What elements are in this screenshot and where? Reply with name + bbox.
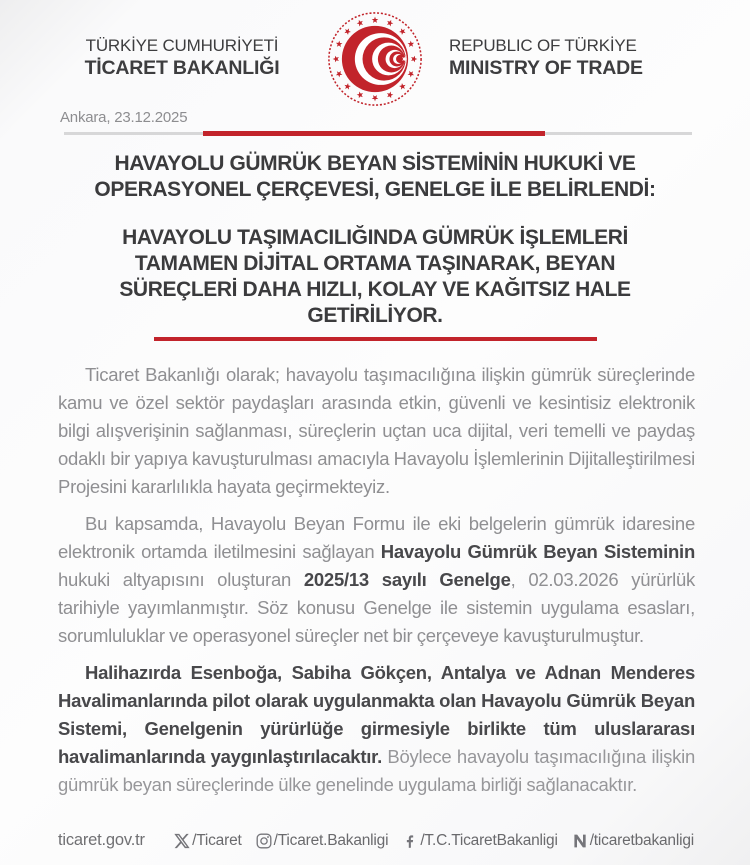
header-divider [64,132,692,135]
headline-primary [0,151,750,203]
org-tr-line2: TİCARET BAKANLIĞI [84,56,280,79]
org-name-english [449,36,687,81]
headline-secondary-line: GETİRİLİYOR. [307,303,443,327]
headline-secondary [0,225,750,329]
org-en-line1: REPUBLIC OF TÜRKİYE [449,36,637,56]
text-segment-bold: 2025/13 sayılı Genelge [303,569,511,590]
social-handle: /ticaretbakanligi [589,831,694,849]
text-segment-bold: Halihazırda Esenboğa, Sabiha Gökçen, Antalya ve Adnan Menderes Havalimanlarında pilot olarak uygulanmakta olan Havayolu Gümrük Beyan Sistemi, Genelgenin yürürlüğe girmesiyle birlikte tüm uluslararası havalimanlarında yaygınlaştırılacaktır. [58,662,695,767]
text-segment: Ticaret Bakanlığı olarak; havayolu taşımacılığına ilişkin gümrük süreçlerinde kamu ve özel sektör paydaşları arasında etkin, güvenli ve kesintisiz elektronik bilgi alışverişinin sağlanması, süreçlerin uçtan uca dijital, veri temelli ve paydaş odaklı bir yapıya kavuşturulması amacıyla Havayolu İşlemlerinin Dijitalleştirilmesi Projesini kararlılıkla hayata geçirmekteyiz. [58,364,695,497]
nsosyal-icon [572,833,588,849]
social-link-x[interactable] [174,832,242,850]
ministry-logo-icon [327,11,423,107]
org-tr-line1: TÜRKİYE CUMHURİYETİ [85,36,279,56]
website-link[interactable]: ticaret.gov.tr [58,831,145,849]
dateline: Ankara, 23.12.2025 [60,109,188,126]
social-link-nsosyal[interactable] [572,832,694,850]
header [0,0,750,107]
footer [58,831,694,850]
paragraph-2 [58,510,695,650]
facebook-icon [402,833,418,849]
x-icon [174,833,190,849]
body-text [58,361,695,799]
headline-secondary-line: HAVAYOLU TAŞIMACILIĞINDA GÜMRÜK İŞLEMLERİ [122,225,628,249]
header-divider-red-segment [203,131,545,136]
instagram-icon [256,833,272,849]
social-link-facebook[interactable] [402,832,557,850]
paragraph-3 [58,659,695,799]
text-segment: , 02.03.2026 yürürlük tarihiyle yayımlanmıştır. Söz konusu Genelge ile sistemin uygulama esasları, sorumluluklar ve operasyonel süreçler net bir çerçeveye kavuşturulmuştur. [58,569,696,646]
org-name-turkish [63,36,301,81]
paragraph-1 [58,361,695,501]
social-links [174,832,694,850]
text-segment: Böylece havayolu taşımacılığına ilişkin gümrük beyan süreçlerinde ülke genelinde uygulama birliği sağlanacaktır. [58,746,695,795]
text-segment-bold: Havayolu Gümrük Beyan Sisteminin [380,541,695,562]
headline-primary-line: HAVAYOLU GÜMRÜK BEYAN SİSTEMİNİN HUKUKİ VE [114,151,636,175]
text-segment: hukuki altyapısını oluşturan [58,569,304,590]
org-en-line2: MINISTRY OF TRADE [449,56,643,79]
text-segment: Bu kapsamda, Havayolu Beyan Formu ile eki belgelerin gümrük idaresine elektronik ortamda iletilmesini sağlayan [58,513,695,562]
headline-underline [154,337,597,342]
social-handle: /Ticaret.Bakanligi [273,831,389,849]
headline-secondary-line: TAMAMEN DİJİTAL ORTAMA TAŞINARAK, BEYAN [134,251,616,275]
social-handle: /T.C.TicaretBakanligi [420,831,558,849]
social-handle: /Ticaret [192,831,242,849]
social-link-instagram[interactable] [256,832,389,850]
headline-primary-line: OPERASYONEL ÇERÇEVESİ, GENELGE İLE BELİRLENDİ: [94,177,656,201]
headline-secondary-line: SÜREÇLERİ DAHA HIZLI, KOLAY VE KAĞITSIZ HALE [119,277,631,301]
